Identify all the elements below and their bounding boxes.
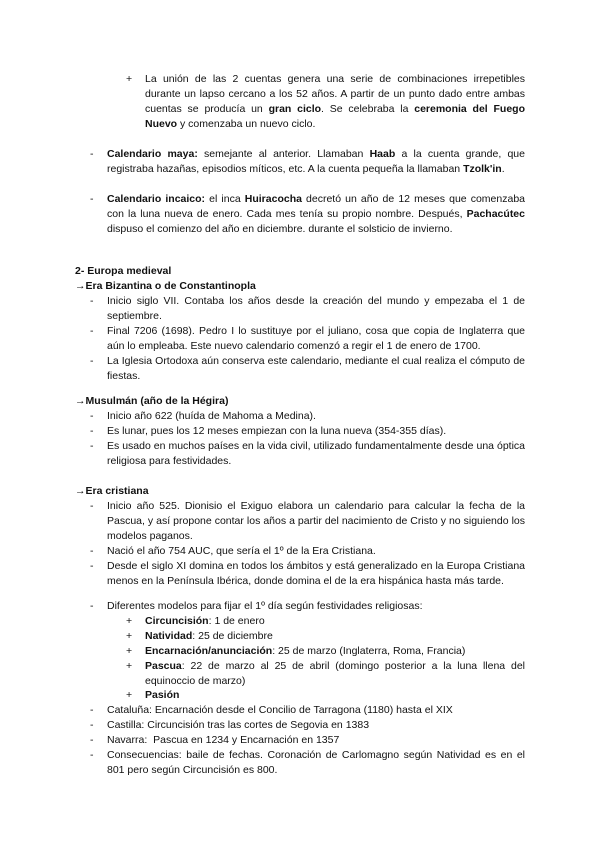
- list-item: Desde el siglo XI domina en todos los ámbitos y está generalizado en la Europa Cristiana menos en la Península Ibérica, donde domina el de la era hispánica hasta más tarde.: [107, 560, 525, 587]
- calendar-inca-b2: Pachacútec: [466, 208, 525, 220]
- dash-marker: -: [90, 295, 94, 307]
- model-text: [145, 688, 525, 703]
- list-item: Navarra: Pascua en 1234 y Encarnación en 1357: [107, 734, 340, 746]
- dash-marker: -: [90, 325, 94, 337]
- heading-cristiana: →Era cristiana: [75, 485, 149, 497]
- calendar-inca-b1: Huiracocha: [244, 193, 302, 205]
- list-item: Nació el año 754 AUC, que sería el 1º de la Era Cristiana.: [107, 545, 376, 557]
- dash-marker: -: [90, 719, 94, 731]
- list-item: Diferentes modelos para fijar el 1º día según festividades religiosas:: [107, 600, 423, 612]
- intro-bold-2: ceremonia del Fuego Nuevo: [145, 103, 525, 130]
- model-name: Circuncisión: [145, 615, 209, 627]
- calendar-maya-b1: Haab: [369, 148, 396, 160]
- dash-marker: -: [90, 425, 94, 437]
- list-item: Final 7206 (1698). Pedro I lo sustituye por el juliano, cosa que copia de Inglaterra que aún lo empleaba. Este nuevo calendario comenzó a regir el 1 de enero de 1700.: [107, 325, 525, 352]
- list-item: La Iglesia Ortodoxa aún conserva este calendario, mediante el cual realiza el cómputo de fiestas.: [107, 355, 525, 382]
- dash-marker: -: [90, 355, 94, 367]
- model-text: [145, 659, 525, 689]
- dash-marker: -: [90, 600, 94, 612]
- model-name: Natividad: [145, 630, 193, 642]
- calendar-maya-title: Calendario maya:: [107, 148, 198, 160]
- intro-text-2: . Se celebraba la: [321, 103, 415, 115]
- dash-marker: -: [90, 704, 94, 716]
- calendar-inca-t1: el inca: [205, 193, 245, 205]
- model-detail: : 1 de enero: [208, 615, 265, 627]
- model-detail: : 25 de diciembre: [192, 630, 273, 642]
- plus-marker: +: [126, 689, 133, 701]
- dash-marker: -: [90, 749, 94, 761]
- calendar-maya-t3: .: [501, 163, 505, 175]
- list-item: Castilla: Circuncisión tras las cortes de Segovia en 1383: [107, 719, 370, 731]
- plus-marker: +: [126, 630, 133, 642]
- dash-marker: -: [90, 500, 94, 512]
- intro-paragraph: [145, 72, 525, 132]
- list-item: Inicio año 525. Dionisio el Exiguo elabora un calendario para calcular la fecha de la Pascua, y así propone contar los años a partir del nacimiento de Cristo y no siguiendo los modelos paganos.: [107, 500, 525, 542]
- plus-marker: +: [126, 645, 133, 657]
- dash-marker: -: [90, 193, 94, 205]
- plus-marker: +: [126, 615, 133, 627]
- model-name: Encarnación/anunciación: [145, 645, 273, 657]
- model-name: Pasión: [145, 689, 180, 701]
- calendar-inca-title: Calendario incaico:: [107, 193, 206, 205]
- list-item: Inicio siglo VII. Contaba los años desde la creación del mundo y empezaba el 1 de septiembre.: [107, 295, 525, 322]
- calendar-inca-text: [107, 192, 525, 237]
- heading-bizantina: →Era Bizantina o de Constantinopla: [75, 280, 256, 292]
- dash-marker: -: [90, 148, 94, 160]
- list-item: Es usado en muchos países en la vida civil, utilizado fundamentalmente desde una óptica religiosa para festividades.: [107, 440, 525, 467]
- section-title: 2- Europa medieval: [75, 265, 172, 277]
- model-text: [145, 644, 525, 659]
- calendar-inca-t2: decretó un año de 12 meses que comenzaba con la luna nueva de enero. Cada mes tenía su propio nombre. Después,: [107, 193, 526, 220]
- calendar-maya-text: [107, 147, 525, 177]
- list-item: Es lunar, pues los 12 meses empiezan con la luna nueva (354-355 días).: [107, 425, 447, 437]
- model-detail: : 25 de marzo (Inglaterra, Roma, Francia): [272, 645, 466, 657]
- plus-marker: +: [126, 660, 133, 672]
- model-name: Pascua: [145, 660, 182, 672]
- intro-bold-1: gran ciclo: [268, 103, 322, 115]
- list-item: Consecuencias: baile de fechas. Coronación de Carlomagno según Natividad es en el 801 pero según Circuncisión es 800.: [107, 749, 525, 776]
- calendar-maya-t2: a la cuenta grande, que registraba hazañas, episodios míticos, etc. A la cuenta pequeña la llamaban: [107, 148, 525, 175]
- intro-text-1: La unión de las 2 cuentas genera una serie de combinaciones irrepetibles durante un lapso cercano a los 52 años. A partir de un punto dado entre ambas cuentas se producía un: [145, 73, 525, 115]
- calendar-inca-t3: dispuso el comienzo del año en diciembre. durante el solsticio de invierno.: [107, 223, 453, 235]
- dash-marker: -: [90, 734, 94, 746]
- plus-marker: +: [126, 73, 133, 85]
- list-item: Cataluña: Encarnación desde el Concilio de Tarragona (1180) hasta el XIX: [107, 704, 453, 716]
- dash-marker: -: [90, 440, 94, 452]
- heading-musulman: →Musulmán (año de la Hégira): [75, 395, 229, 407]
- model-detail: : 22 de marzo al 25 de abril (domingo posterior a la luna llena del equinoccio de marzo): [145, 660, 525, 687]
- intro-text-3: y comenzaba un nuevo ciclo.: [177, 118, 316, 130]
- dash-marker: -: [90, 560, 94, 572]
- calendar-maya-t1: semejante al anterior. Llamaban: [197, 148, 370, 160]
- list-item: Inicio año 622 (huída de Mahoma a Medina).: [107, 410, 316, 422]
- model-text: [145, 629, 525, 644]
- calendar-maya-b2: Tzolk'in: [463, 163, 502, 175]
- dash-marker: -: [90, 410, 94, 422]
- model-text: [145, 614, 525, 629]
- dash-marker: -: [90, 545, 94, 557]
